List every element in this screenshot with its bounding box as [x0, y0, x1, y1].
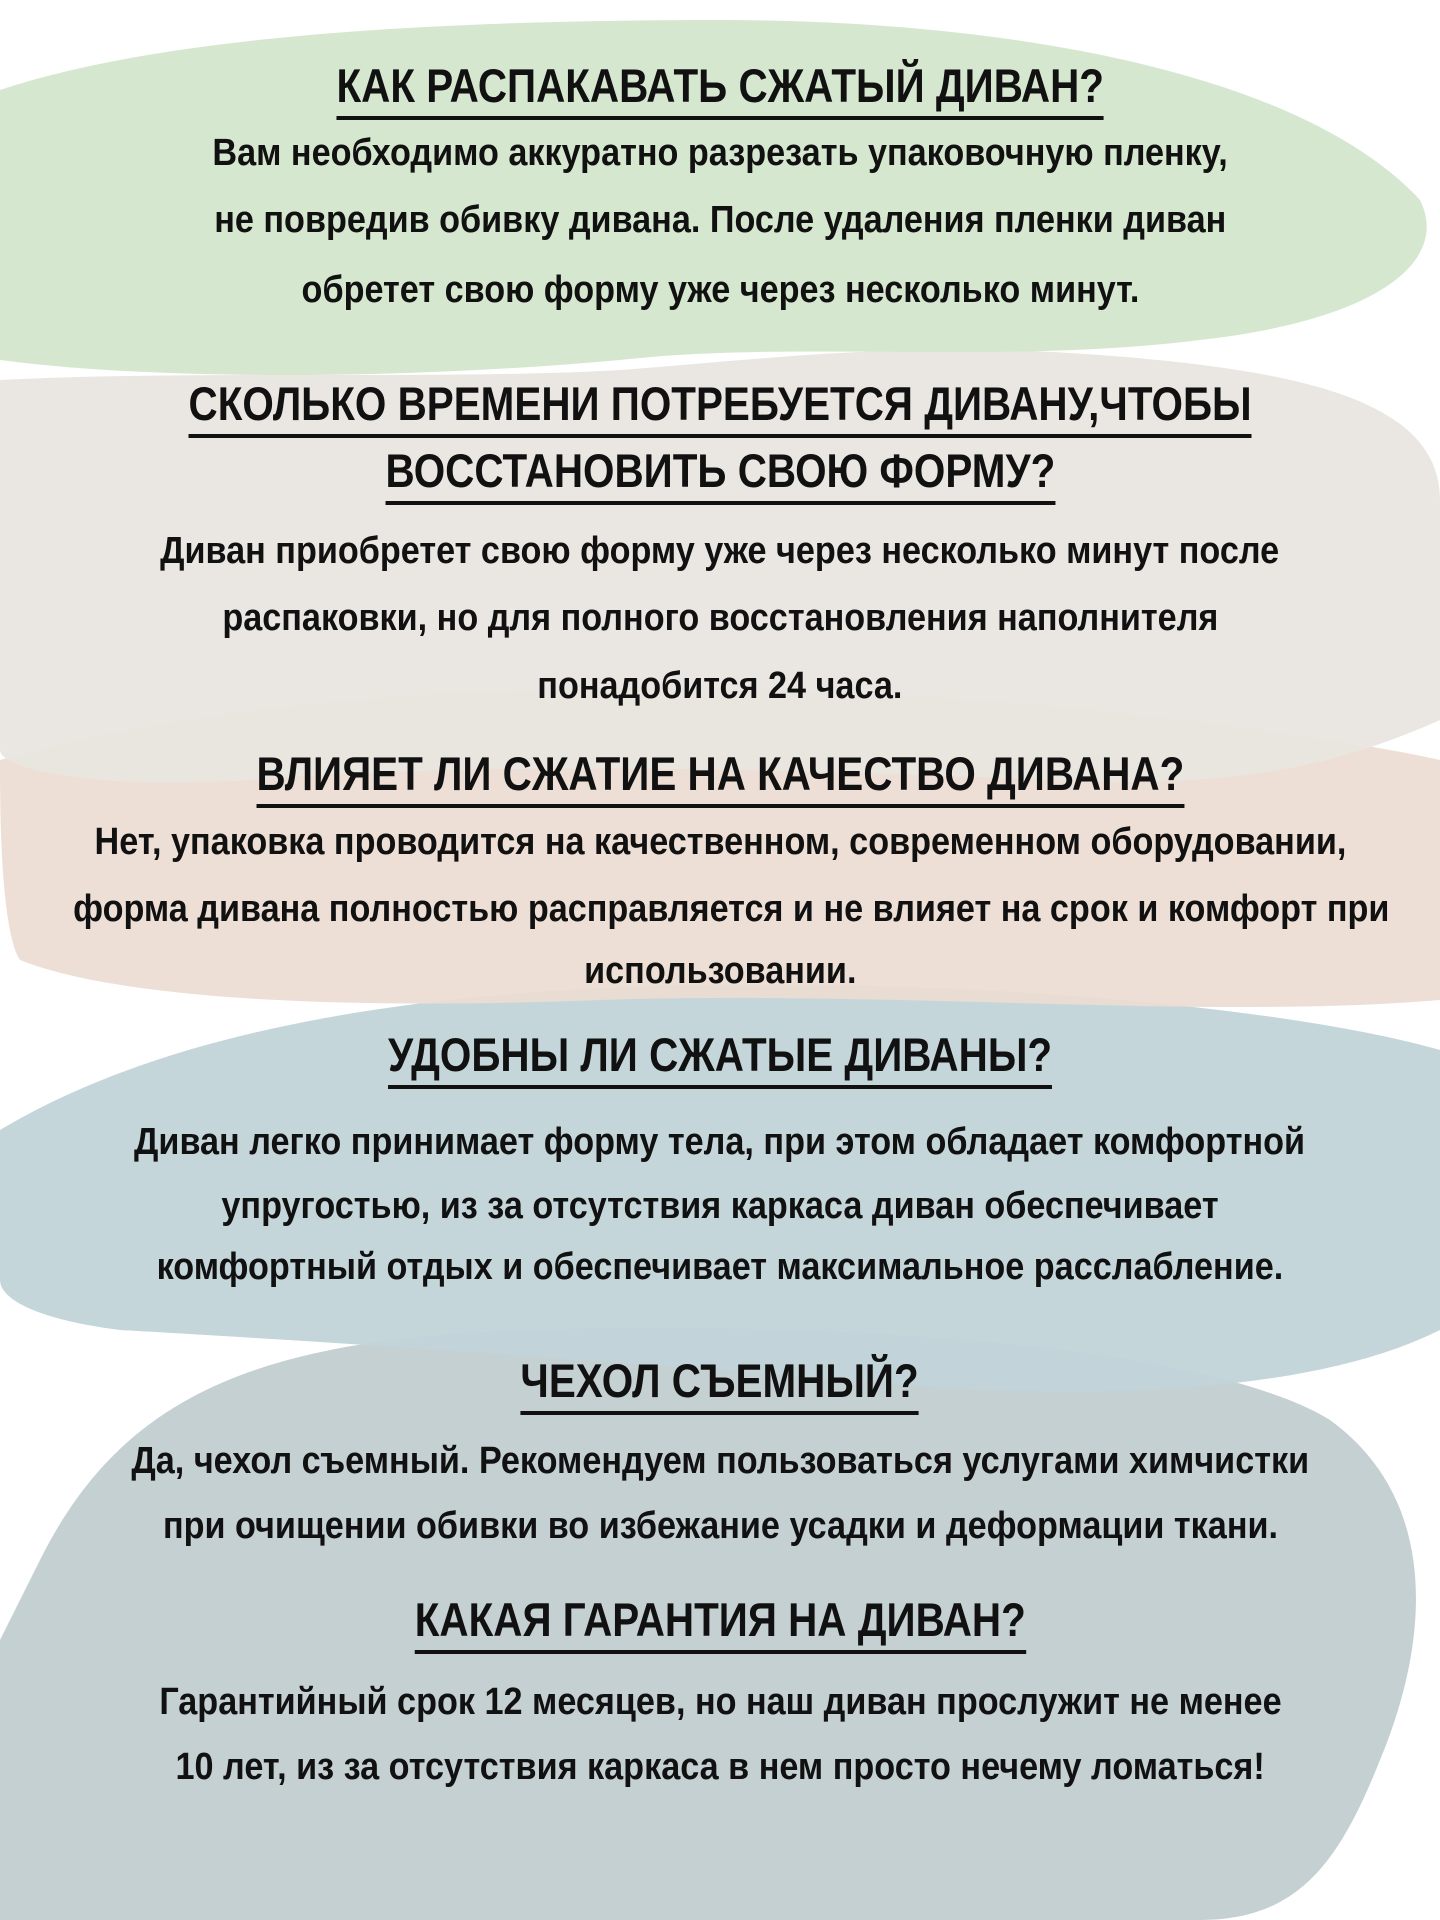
- section-title: ЧЕХОЛ СЪЕМНЫЙ?: [521, 1353, 919, 1415]
- section-text: использовании.: [583, 950, 857, 992]
- section-title: УДОБНЫ ЛИ СЖАТЫЕ ДИВАНЫ?: [388, 1027, 1052, 1089]
- section-text: Диван приобретет свою форму уже через несколько минут после: [160, 530, 1280, 572]
- section-text: упругостью, из за отсутствия каркаса диван обеспечивает: [221, 1185, 1219, 1227]
- section-text: Да, чехол съемный. Рекомендуем пользоваться услугами химчистки: [131, 1440, 1309, 1482]
- section-title: КАКАЯ ГАРАНТИЯ НА ДИВАН?: [414, 1592, 1025, 1654]
- section-title: ВЛИЯЕТ ЛИ СЖАТИЕ НА КАЧЕСТВО ДИВАНА?: [256, 746, 1184, 808]
- section-text: Гарантийный срок 12 месяцев, но наш диван прослужит не менее: [158, 1681, 1282, 1723]
- section-text: комфортный отдых и обеспечивает максимальное расслабление.: [156, 1246, 1284, 1288]
- section-text: 10 лет, из за отсутствия каркаса в нем просто нечему ломаться!: [175, 1746, 1265, 1788]
- section-text: Вам необходимо аккуратно разрезать упаковочную пленку,: [212, 132, 1228, 174]
- section-text: обретет свою форму уже через несколько минут.: [301, 269, 1139, 311]
- section-title: ВОССТАНОВИТЬ СВОЮ ФОРМУ?: [385, 443, 1055, 505]
- section-title: СКОЛЬКО ВРЕМЕНИ ПОТРЕБУЕТСЯ ДИВАНУ,ЧТОБЫ: [188, 376, 1251, 438]
- section-text: Диван легко принимает форму тела, при этом обладает комфортной: [134, 1121, 1306, 1163]
- section-title: КАК РАСПАКАВАТЬ СЖАТЫЙ ДИВАН?: [336, 58, 1104, 120]
- section-text: форма дивана полностью расправляется и не влияет на срок и комфорт при: [73, 888, 1390, 930]
- section-text: при очищении обивки во избежание усадки и деформации ткани.: [162, 1505, 1278, 1547]
- section-text: не повредив обивку дивана. После удаления пленки диван: [213, 199, 1227, 241]
- section-text: распаковки, но для полного восстановления наполнителя: [221, 597, 1219, 639]
- section-text: понадобится 24 часа.: [537, 665, 903, 707]
- section-text: Нет, упаковка проводится на качественном, современном оборудовании,: [94, 821, 1346, 863]
